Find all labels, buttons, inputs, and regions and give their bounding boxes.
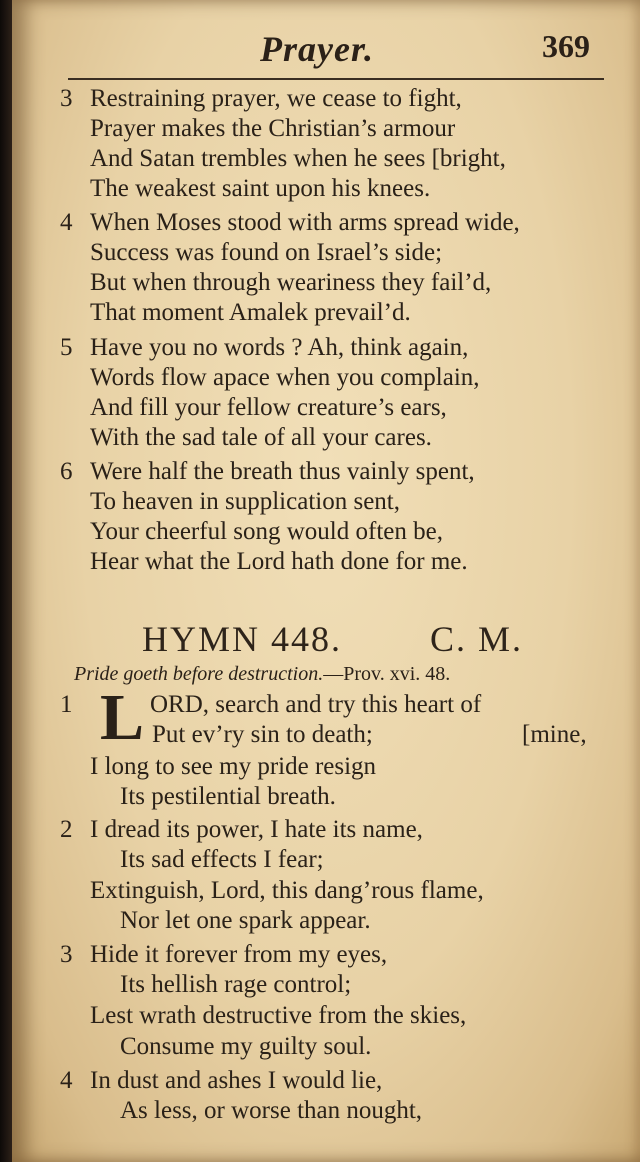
hymn-meter: C. M. bbox=[430, 619, 524, 659]
page-header bbox=[12, 28, 640, 72]
verse-line: Hide it forever from my eyes, bbox=[90, 941, 388, 968]
verse-line: Nor let one spark appear. bbox=[120, 907, 371, 934]
verse-line: Restraining prayer, we cease to fight, bbox=[90, 85, 462, 112]
header-rule bbox=[68, 78, 604, 80]
stanza-number: 4 bbox=[60, 1067, 73, 1094]
verse-line: Have you no words ? Ah, think again, bbox=[90, 334, 469, 361]
running-title: Prayer. bbox=[260, 29, 374, 69]
verse-line: Hear what the Lord hath done for me. bbox=[90, 548, 468, 575]
verse-line: I long to see my pride resign bbox=[90, 753, 377, 780]
stanza-number: 4 bbox=[60, 209, 73, 236]
verse-line: Put ev’ry sin to death; bbox=[152, 721, 373, 748]
verse-line: Prayer makes the Christian’s armour bbox=[90, 115, 456, 142]
stanza-number: 6 bbox=[60, 458, 73, 485]
stanza-number: 3 bbox=[60, 85, 73, 112]
page-number: 369 bbox=[542, 28, 590, 64]
turnover-word: [mine, bbox=[522, 721, 587, 748]
scripture-reference: —Prov. xvi. 48. bbox=[323, 663, 451, 685]
verse-line: That moment Amalek prevail’d. bbox=[90, 299, 411, 326]
verse-line: In dust and ashes I would lie, bbox=[90, 1067, 383, 1094]
stanza-number: 1 bbox=[60, 691, 73, 718]
scripture-text: Pride goeth before destruction. bbox=[74, 663, 324, 685]
book-page bbox=[12, 0, 640, 1162]
verse-line: Your cheerful song would often be, bbox=[90, 518, 443, 545]
verse-line: With the sad tale of all your cares. bbox=[90, 424, 432, 451]
verse-line: Words flow apace when you complain, bbox=[90, 364, 480, 391]
verse-line: Consume my guilty soul. bbox=[120, 1033, 372, 1060]
book-spine-shadow bbox=[0, 0, 12, 1162]
hymn-title: HYMN 448. bbox=[142, 619, 343, 659]
verse-line: The weakest saint upon his knees. bbox=[90, 175, 431, 202]
verse-line: Its hellish rage control; bbox=[120, 971, 352, 998]
hymn-heading bbox=[12, 618, 640, 658]
verse-line: I dread its power, I hate its name, bbox=[90, 816, 423, 843]
stanza-number: 3 bbox=[60, 941, 73, 968]
verse-line: Lest wrath destructive from the skies, bbox=[90, 1002, 467, 1029]
stanza-number: 2 bbox=[60, 816, 73, 843]
verse-line: But when through weariness they fail’d, bbox=[90, 269, 492, 296]
verse-line: Were half the breath thus vainly spent, bbox=[90, 458, 475, 485]
verse-line: Extinguish, Lord, this dang’rous flame, bbox=[90, 877, 484, 904]
verse-line: Its pestilential breath. bbox=[120, 783, 336, 810]
verse-line: ORD, search and try this heart of bbox=[150, 691, 482, 718]
verse-line: And fill your fellow creature’s ears, bbox=[90, 394, 447, 421]
verse-line: And Satan trembles when he sees [bright, bbox=[90, 145, 506, 172]
verse-line: As less, or worse than nought, bbox=[120, 1097, 423, 1124]
drop-cap: L bbox=[100, 681, 145, 754]
verse-line: Success was found on Israel’s side; bbox=[90, 239, 443, 266]
verse-line: Its sad effects I fear; bbox=[120, 846, 324, 873]
verse-line: When Moses stood with arms spread wide, bbox=[90, 209, 520, 236]
stanza-number: 5 bbox=[60, 334, 73, 361]
verse-line: To heaven in supplication sent, bbox=[90, 488, 400, 515]
